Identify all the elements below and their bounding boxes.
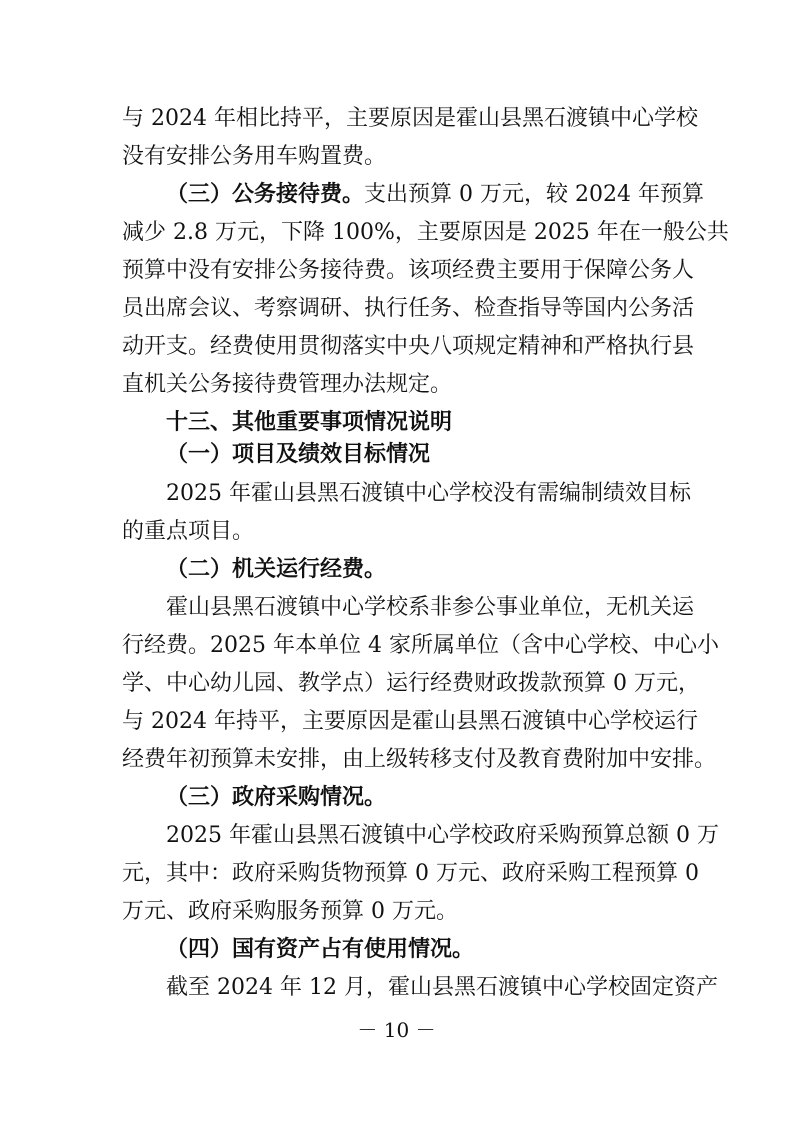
section-heading: 十三、其他重要事项情况说明 [166,410,453,435]
body-line: 减少 2.8 万元，下降 100%，主要原因是 2025 年在一般公共 [122,220,729,245]
body-line: 行经费。2025 年本单位 4 家所属单位（含中心学校、中心小 [122,633,719,658]
body-line: 员出席会议、考察调研、执行任务、检查指导等国内公务活 [122,296,695,321]
body-line: 霍山县黑石渡镇中心学校系非参公事业单位，无机关运 [166,595,695,620]
body-line: 万元、政府采购服务预算 0 万元。 [122,899,458,924]
body-line: 学、中心幼儿园、教学点）运行经费财政拨款预算 0 万元， [122,671,700,696]
subsection-heading: （三）政府采购情况。 [166,785,387,810]
body-line: 与 2024 年相比持平，主要原因是霍山县黑石渡镇中心学校 [122,106,698,131]
subsection-heading: （二）机关运行经费。 [166,557,387,582]
subsection-heading: （四）国有资产占有使用情况。 [166,937,475,962]
body-line: 经费年初预算未安排，由上级转移支付及教育费附加中安排。 [122,747,717,772]
body-line: 截至 2024 年 12 月，霍山县黑石渡镇中心学校固定资产 [166,975,718,1000]
body-line: 2025 年霍山县黑石渡镇中心学校政府采购预算总额 0 万 [166,823,719,848]
body-line: 元，其中：政府采购货物预算 0 万元、政府采购工程预算 0 [122,861,699,886]
reception-text: 支出预算 0 万元，较 2024 年预算 [364,182,704,207]
page-number: － 10 － [357,1018,436,1042]
subsection-heading: （一）项目及绩效目标情况 [166,442,431,467]
body-line: 没有安排公务用车购置费。 [122,144,387,169]
reception-paragraph-first-line [166,180,704,210]
body-line: 的重点项目。 [122,519,255,544]
body-line: 直机关公务接待费管理办法规定。 [122,372,453,397]
body-line: 2025 年霍山县黑石渡镇中心学校没有需编制绩效目标 [166,481,691,506]
body-line: 预算中没有安排公务接待费。该项经费主要用于保障公务人 [122,258,695,283]
body-line: 与 2024 年持平，主要原因是霍山县黑石渡镇中心学校运行 [122,709,698,734]
body-line: 动开支。经费使用贯彻落实中央八项规定精神和严格执行县 [122,334,695,359]
reception-heading: （三）公务接待费。 [166,182,365,207]
